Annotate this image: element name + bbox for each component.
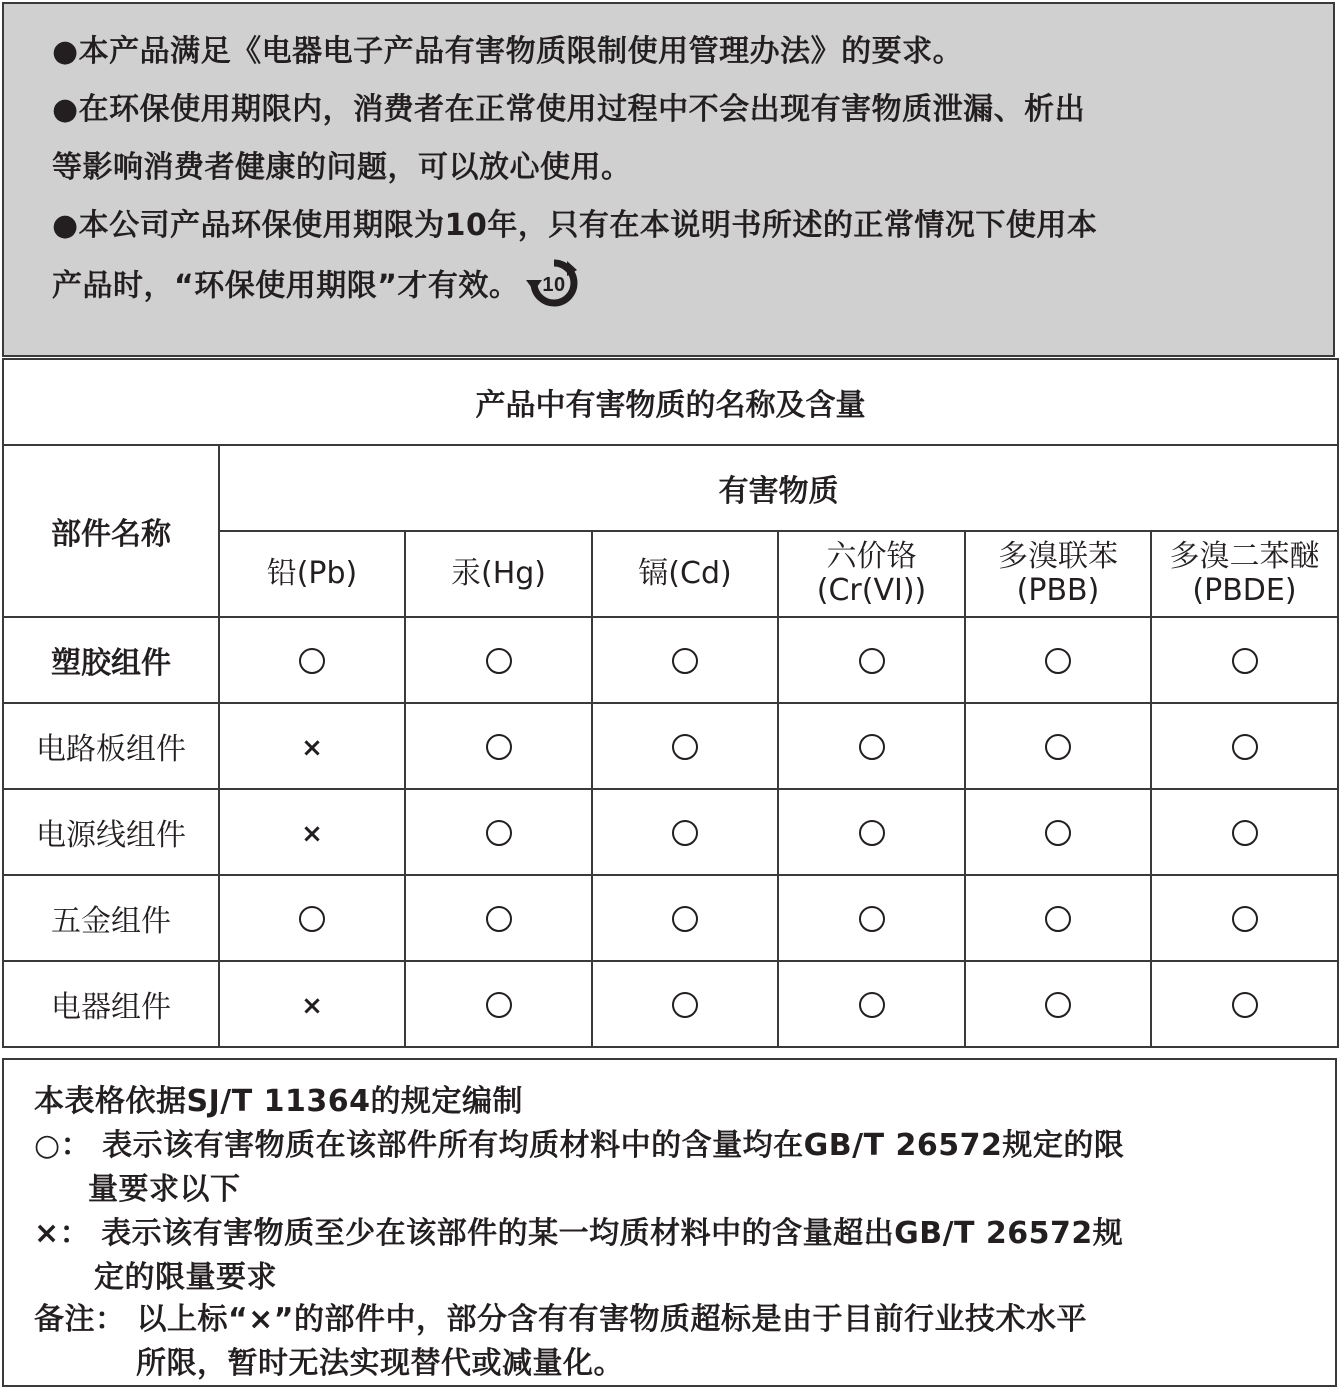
substance-mark-cell (965, 617, 1151, 703)
substance-mark-cell (592, 703, 778, 789)
table-notes (2, 1058, 1337, 1387)
substance-mark-cell (219, 961, 405, 1047)
compliant-circle-icon (859, 820, 885, 846)
substance-mark-cell (1151, 617, 1338, 703)
substance-mark-cell (219, 789, 405, 875)
part-name-header: 部件名称 (3, 445, 219, 617)
substance-header: 多溴二苯醚 (PBDE) (1151, 531, 1338, 617)
substance-mark-cell (405, 789, 592, 875)
substance-mark-cell (219, 875, 405, 961)
notice-line-2: ●在环保使用期限内，消费者在正常使用过程中不会出现有害物质泄漏、析出 (52, 92, 1086, 127)
substance-mark-cell (778, 875, 965, 961)
substance-mark-cell (778, 789, 965, 875)
substance-mark-cell (592, 789, 778, 875)
compliant-circle-icon (859, 992, 885, 1018)
exceeds-cross-icon: × (301, 732, 323, 763)
compliant-circle-icon (299, 648, 325, 674)
notes-line-3: 量要求以下 (88, 1172, 241, 1207)
compliant-circle-icon (486, 734, 512, 760)
compliant-circle-icon (859, 906, 885, 932)
substance-header: 六价铬 (Cr(VI)) (778, 531, 965, 617)
table-row (3, 875, 1338, 961)
substance-mark-cell (778, 617, 965, 703)
substance-mark-cell (405, 703, 592, 789)
substance-mark-cell (219, 703, 405, 789)
table-caption: 产品中有害物质的名称及含量 (3, 359, 1338, 445)
substance-header: 多溴联苯 (PBB) (965, 531, 1151, 617)
compliant-circle-icon (1045, 820, 1071, 846)
substance-mark-cell (592, 875, 778, 961)
compliant-circle-icon (859, 734, 885, 760)
notice-line-4: ●本公司产品环保使用期限为10年，只有在本说明书所述的正常情况下使用本 (52, 208, 1098, 243)
substance-header: 铅(Pb) (219, 531, 405, 617)
substance-mark-cell (405, 961, 592, 1047)
notice-line-5 (52, 258, 585, 316)
notes-line-5: 定的限量要求 (94, 1260, 277, 1295)
compliant-circle-icon (486, 648, 512, 674)
table-row (3, 789, 1338, 875)
notes-line-1: 本表格依据SJ/T 11364的规定编制 (34, 1084, 524, 1119)
compliant-circle-icon (1232, 648, 1258, 674)
compliant-circle-icon (859, 648, 885, 674)
compliant-circle-icon (1045, 648, 1071, 674)
part-name-cell: 五金组件 (3, 875, 219, 961)
substance-mark-cell (405, 617, 592, 703)
compliant-circle-icon (1232, 734, 1258, 760)
compliant-circle-icon (486, 820, 512, 846)
notice-line-1: ●本产品满足《电器电子产品有害物质限制使用管理办法》的要求。 (52, 34, 964, 69)
notes-line-4: ×： 表示该有害物质至少在该部件的某一均质材料中的含量超出GB/T 26572规 (34, 1216, 1124, 1251)
table-row (3, 703, 1338, 789)
substance-mark-cell (965, 703, 1151, 789)
epup-10-logo-icon (523, 258, 585, 316)
compliant-circle-icon (672, 648, 698, 674)
table-row (3, 961, 1338, 1047)
compliant-circle-icon (1232, 820, 1258, 846)
substance-mark-cell (219, 617, 405, 703)
notes-line-7: 所限，暂时无法实现替代或减量化。 (136, 1346, 624, 1381)
substance-mark-cell (592, 961, 778, 1047)
epup-logo-number: 10 (542, 274, 567, 296)
hazardous-substance-header: 有害物质 (219, 445, 1338, 531)
environmental-notice (2, 2, 1335, 357)
substance-mark-cell (965, 961, 1151, 1047)
compliant-circle-icon (672, 906, 698, 932)
compliant-circle-icon (486, 992, 512, 1018)
compliant-circle-icon (1045, 734, 1071, 760)
notes-line-6: 备注： 以上标“×”的部件中，部分含有有害物质超标是由于目前行业技术水平 (34, 1302, 1088, 1337)
notice-line-5-text: 产品时，“环保使用期限”才有效。 (52, 268, 520, 304)
substance-mark-cell (1151, 961, 1338, 1047)
compliant-circle-icon (1232, 992, 1258, 1018)
substance-mark-cell (965, 789, 1151, 875)
exceeds-cross-icon: × (301, 818, 323, 849)
part-name-cell: 塑胶组件 (3, 617, 219, 703)
substance-header: 汞(Hg) (405, 531, 592, 617)
exceeds-cross-icon: × (301, 990, 323, 1021)
substance-mark-cell (1151, 789, 1338, 875)
compliant-circle-icon (1045, 992, 1071, 1018)
substance-header: 镉(Cd) (592, 531, 778, 617)
substance-mark-cell (778, 961, 965, 1047)
compliant-circle-icon (299, 906, 325, 932)
notes-line-2: ○： 表示该有害物质在该部件所有均质材料中的含量均在GB/T 26572规定的限 (34, 1128, 1125, 1163)
substance-mark-cell (405, 875, 592, 961)
compliant-circle-icon (486, 906, 512, 932)
substance-mark-cell (965, 875, 1151, 961)
table-row (3, 617, 1338, 703)
compliant-circle-icon (1232, 906, 1258, 932)
compliant-circle-icon (1045, 906, 1071, 932)
part-name-cell: 电器组件 (3, 961, 219, 1047)
compliant-circle-icon (672, 820, 698, 846)
substance-mark-cell (592, 617, 778, 703)
compliant-circle-icon (672, 992, 698, 1018)
hazardous-substances-table (2, 358, 1339, 1048)
part-name-cell: 电源线组件 (3, 789, 219, 875)
part-name-cell: 电路板组件 (3, 703, 219, 789)
substance-mark-cell (1151, 703, 1338, 789)
substance-mark-cell (1151, 875, 1338, 961)
substance-mark-cell (778, 703, 965, 789)
compliant-circle-icon (672, 734, 698, 760)
notice-line-3: 等影响消费者健康的问题，可以放心使用。 (52, 150, 632, 185)
